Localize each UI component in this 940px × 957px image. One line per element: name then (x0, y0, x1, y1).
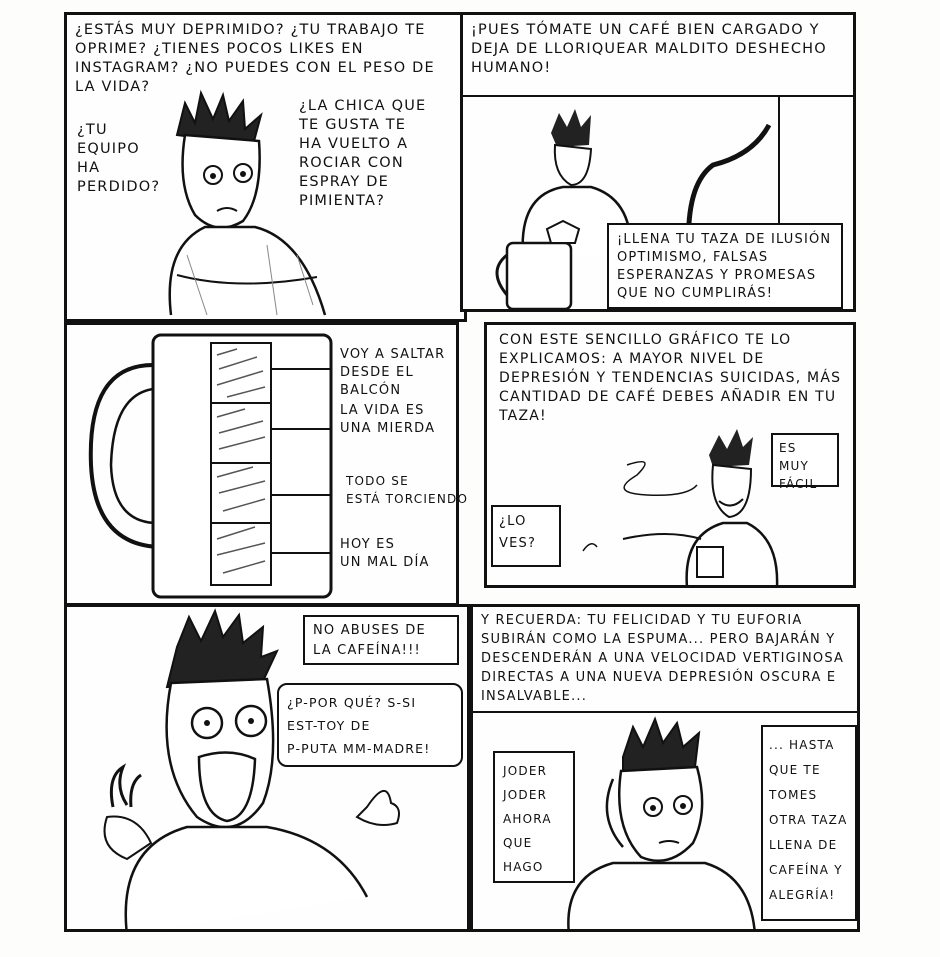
panel-2 (460, 12, 856, 312)
panel-1-left-text: ¿TU EQUIPO HA PERDIDO? (77, 122, 161, 195)
panel-4 (484, 322, 856, 588)
panel-2-text-box (607, 223, 843, 309)
panel-4-bubble-left (491, 505, 561, 567)
panel-4-bubble-left-text: ¿LO VES? (499, 514, 537, 551)
panel-6-caption: Y RECUERDA: TU FELICIDAD Y TU EUFORIA SUBIRÁN COMO LA ESPUMA... PERO BAJARÁN Y DESCENDERÁN A UNA VELOCIDAD VERTIGINOSA DIRECTAS A UNA NUEVA DEPRESIÓN OSCURA E INSALVABLE... (481, 613, 845, 704)
panel-6-bubble-left (493, 751, 575, 883)
panel-4-bubble-right-text: ES MUY FÁCIL (779, 441, 818, 491)
level-1-label: HOY ES UN MAL DÍA (340, 537, 430, 570)
panel-4-caption: CON ESTE SENCILLO GRÁFICO TE LO EXPLICAMOS: A MAYOR NIVEL DE DEPRESIÓN Y TENDENCIAS SUICIDAS, MÁS CANTIDAD DE CAFÉ DEBES AÑADIR EN TU TAZA! (499, 332, 842, 424)
panel-6-box-right (761, 725, 857, 921)
panel-4-bubble-right (771, 433, 839, 491)
panel-1-caption: ¿ESTÁS MUY DEPRIMIDO? ¿TU TRABAJO TE OPRIME? ¿TIENES POCOS LIKES EN INSTAGRAM? ¿NO PUEDES CON EL PESO DE LA VIDA? (75, 22, 435, 95)
panel-6 (470, 604, 860, 932)
level-4-label: VOY A SALTAR DESDE EL BALCÓN (340, 347, 446, 398)
level-3-label: LA VIDA ES UNA MIERDA (340, 403, 436, 436)
panel-1 (64, 12, 467, 322)
panel-5-warning-box (303, 615, 459, 665)
panel-6-bubble-left-text: JODER JODER AHORA QUE HAGO (503, 764, 552, 874)
panel-2-box-text: ¡LLENA TU TAZA DE ILUSIÓN OPTIMISMO, FALSAS ESPERANZAS Y PROMESAS QUE NO CUMPLIRÁS! (617, 232, 832, 301)
worried-man-drawing (67, 15, 467, 322)
panel-1-right-text: ¿LA CHICA QUE TE GUSTA TE HA VUELTO A ROCIAR CON ESPRAY DE PIMIENTA? (299, 98, 427, 209)
panel-5-warning-text: NO ABUSES DE LA CAFEÍNA!!! (313, 623, 426, 658)
panel-6-box-right-text: ... HASTA QUE TE TOMES OTRA TAZA LLENA DE CAFEÍNA Y ALEGRÍA! (769, 738, 848, 902)
panel-5-speech-text: ¿P-POR QUÉ? S-SI EST-TOY DE P-PUTA MM-MADRE! (287, 695, 431, 756)
level-2-label: TODO SE ESTÁ TORCIENDO (346, 474, 469, 506)
panel-2-caption: ¡PUES TÓMATE UN CAFÉ BIEN CARGADO Y DEJA DE LLORIQUEAR MALDITO DESHECHO HUMANO! (471, 22, 827, 76)
chart-levels (340, 340, 470, 600)
panel-5-speech-bubble (277, 683, 463, 767)
panel-5 (64, 604, 470, 932)
